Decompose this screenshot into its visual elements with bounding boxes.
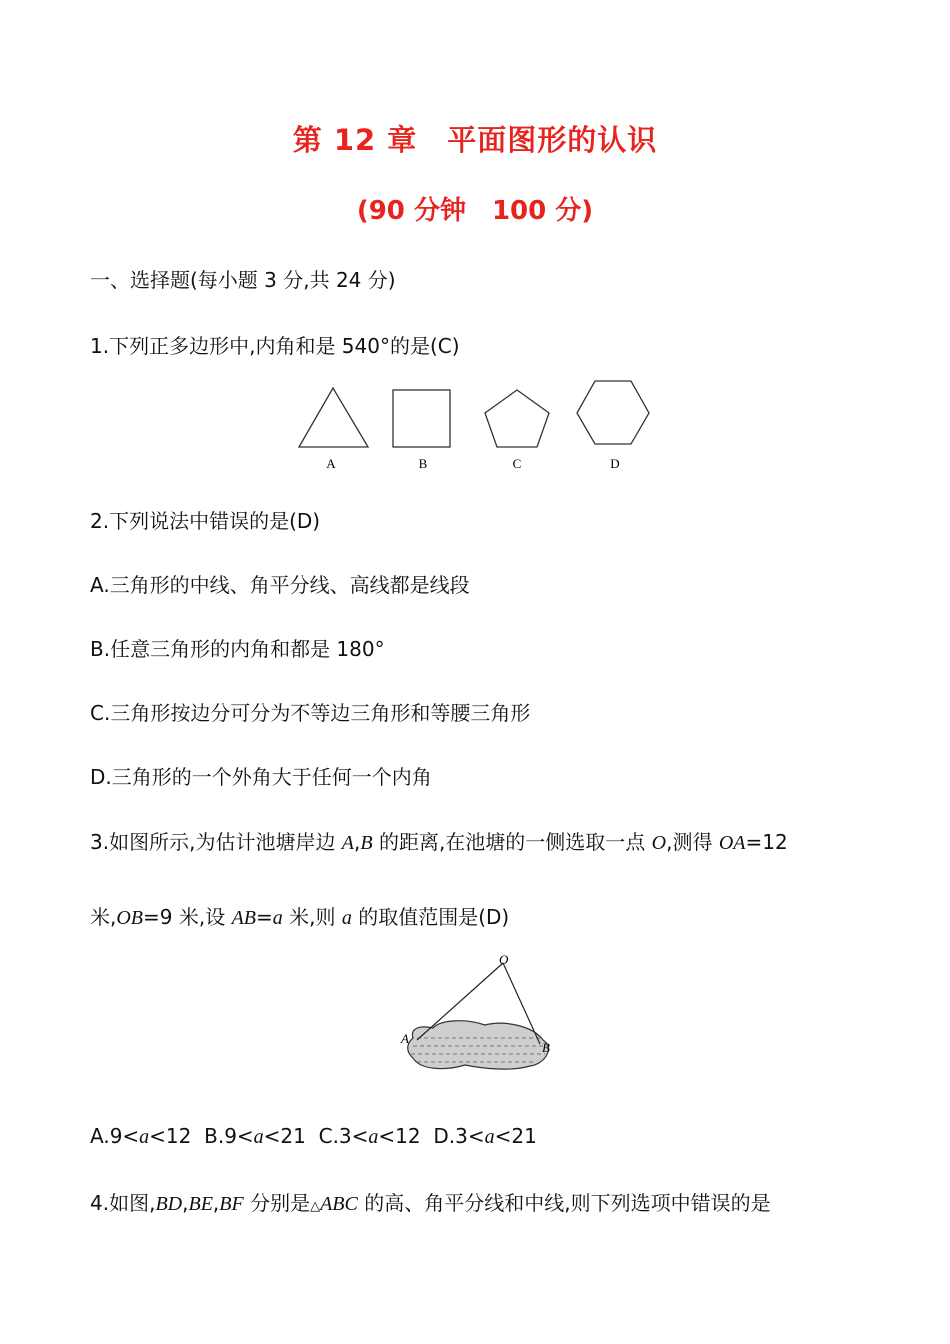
pond-shape [408, 1021, 549, 1069]
option-text: <12 [149, 1124, 192, 1148]
question-3-stem-line1 [90, 826, 788, 855]
q3-text: ,测得 [666, 830, 719, 854]
pentagon-icon [485, 390, 549, 447]
q3-text: =9 米,设 [143, 905, 232, 929]
option-text: D.3< [433, 1124, 485, 1148]
page-title: 第 12 章 平面图形的认识 [292, 123, 658, 157]
option-var: a [253, 1126, 264, 1148]
q4-var: BE [188, 1193, 213, 1215]
q4-text: 4.如图, [90, 1191, 156, 1215]
q3-var: AB [231, 907, 257, 929]
q1-polygons-figure [290, 376, 660, 476]
question-3-stem-line2 [90, 901, 509, 930]
option-text: <12 [378, 1124, 421, 1148]
q4-var: ABC [320, 1193, 358, 1215]
q3-options [90, 1124, 537, 1149]
q2-option-c: C.三角形按边分可分为不等边三角形和等腰三角形 [90, 701, 531, 725]
option-text: <21 [494, 1124, 537, 1148]
label-o: O [499, 952, 509, 967]
section-heading: 一、选择题(每小题 3 分,共 24 分) [90, 268, 396, 292]
q3-var: A [341, 832, 355, 854]
page-subtitle: (90 分钟 100 分) [356, 196, 594, 226]
square-icon [393, 390, 450, 447]
q3-var: O [651, 832, 667, 854]
q2-option-a: A.三角形的中线、角平分线、高线都是线段 [90, 573, 470, 597]
q3-text: 3.如图所示,为估计池塘岸边 [90, 830, 342, 854]
option-var: a [484, 1126, 495, 1148]
q4-var: BD [155, 1193, 183, 1215]
q3-text: , [354, 830, 361, 854]
q4-text: , [182, 1191, 189, 1215]
q4-text: 分别是 [243, 1191, 311, 1215]
option-var: a [139, 1126, 150, 1148]
question-4-stem [90, 1187, 771, 1216]
label-c: C [512, 456, 522, 471]
label-b: B [542, 1040, 550, 1055]
q3-option-c [319, 1124, 421, 1148]
hexagon-icon [577, 381, 649, 444]
q3-option-a [90, 1124, 191, 1148]
q2-option-d: D.三角形的一个外角大于任何一个内角 [90, 765, 432, 789]
option-text: <21 [263, 1124, 306, 1148]
q3-text: 的取值范围是(D) [351, 905, 510, 929]
q4-var: BF [219, 1193, 244, 1215]
q3-text: =12 [745, 830, 788, 854]
q3-var: a [341, 907, 352, 929]
question-1-stem: 1.下列正多边形中,内角和是 540°的是(C) [90, 334, 460, 358]
q3-var: OA [718, 832, 746, 854]
q3-text: 米,则 [282, 905, 342, 929]
q3-text: 米, [90, 905, 117, 929]
q3-text: 的距离,在池塘的一侧选取一点 [372, 830, 652, 854]
option-text: B.9< [204, 1124, 254, 1148]
label-b: B [418, 456, 428, 471]
option-text: C.3< [318, 1124, 369, 1148]
q3-pond-figure [395, 948, 565, 1078]
label-a: A [326, 456, 336, 471]
q3-var: B [360, 832, 373, 854]
question-2-stem: 2.下列说法中错误的是(D) [90, 509, 321, 533]
triangle-icon [299, 388, 368, 447]
q3-var: a [272, 907, 283, 929]
option-var: a [368, 1126, 379, 1148]
q3-text: = [256, 905, 273, 929]
q2-option-b: B.任意三角形的内角和都是 180° [90, 637, 385, 661]
triangle-symbol: △ [310, 1199, 321, 1214]
q3-option-d [433, 1124, 536, 1148]
q4-text: 的高、角平分线和中线,则下列选项中错误的是 [357, 1191, 771, 1215]
q3-option-b [204, 1124, 306, 1148]
q3-var: OB [116, 907, 144, 929]
label-d: D [610, 456, 620, 471]
option-text: A.9< [90, 1124, 140, 1148]
label-a: A [401, 1031, 409, 1046]
q4-text: , [212, 1191, 220, 1215]
